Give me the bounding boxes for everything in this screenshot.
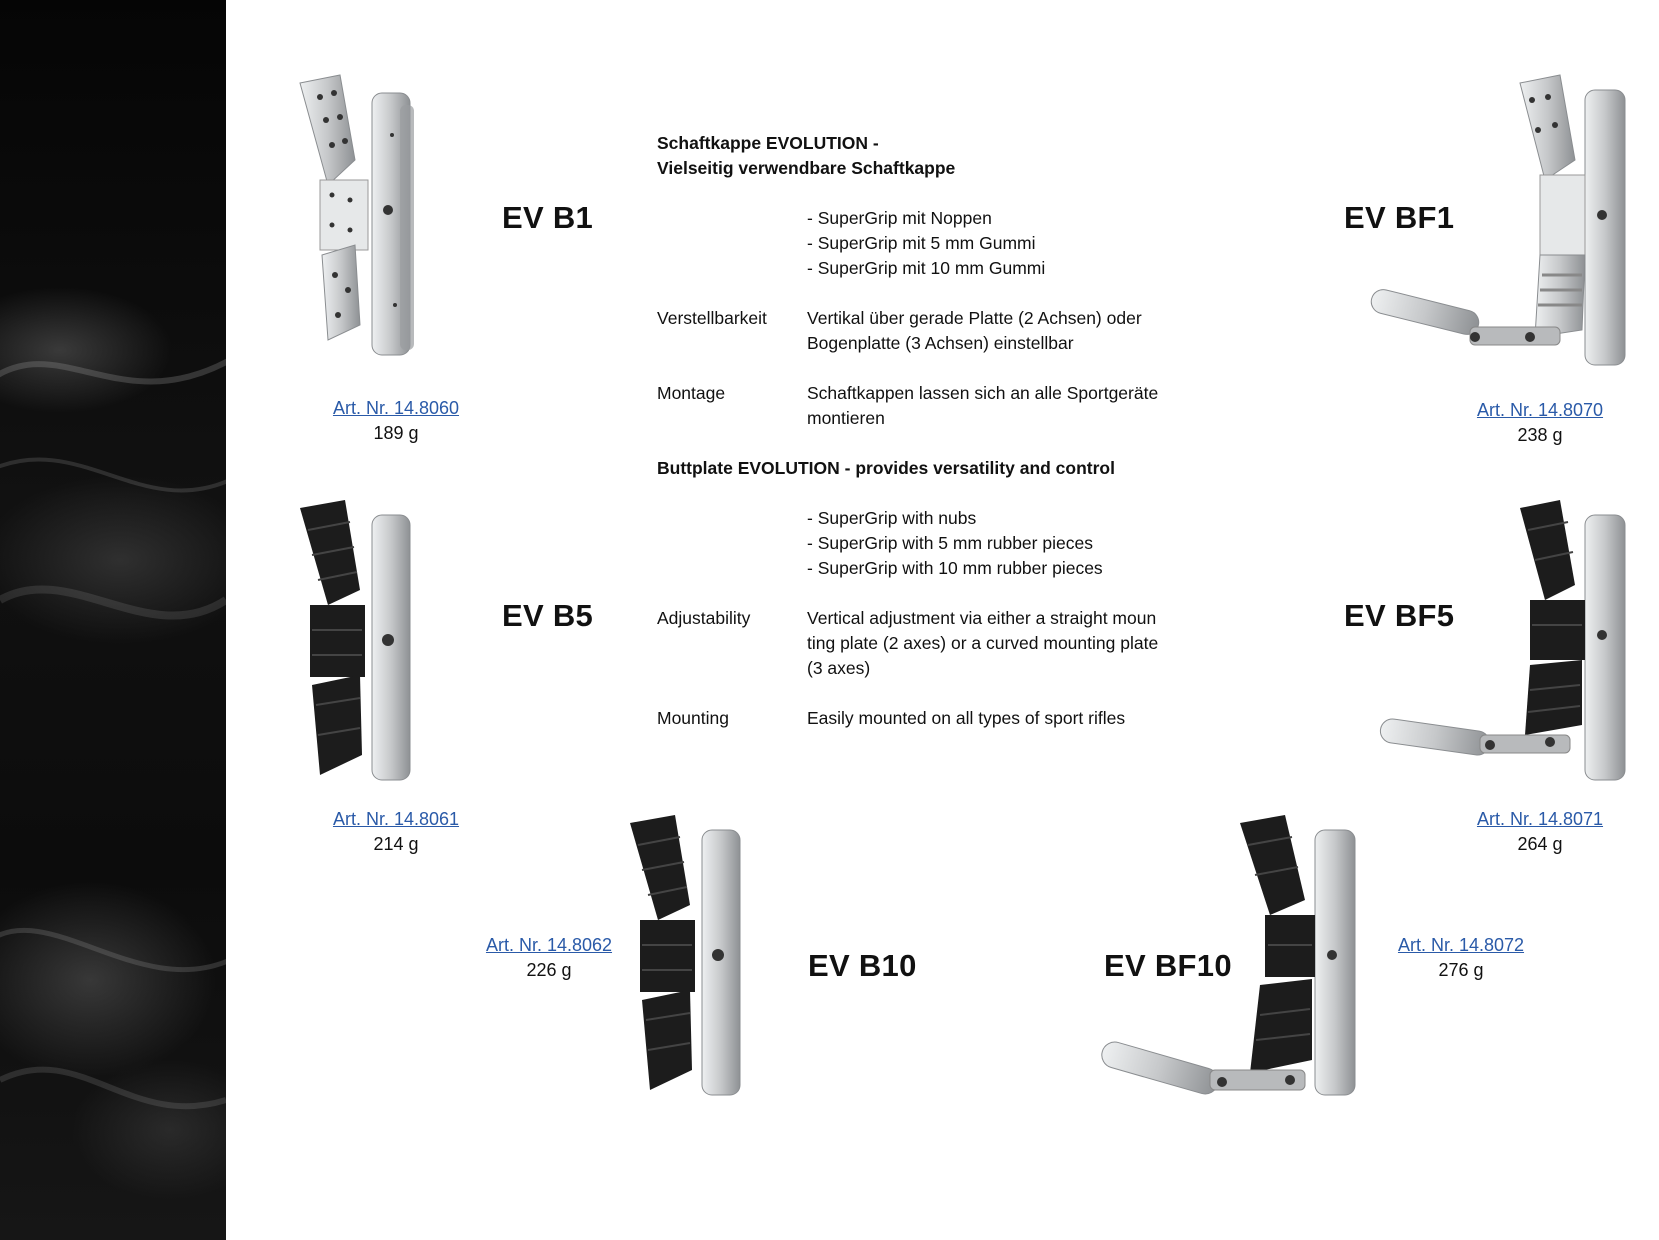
- english-adjust-text: ting plate (2 axes) or a curved mounting plate: [807, 633, 1159, 653]
- buttplate-b1-image: [300, 75, 450, 365]
- model-ev-bf5: EV BF5: [1344, 598, 1455, 633]
- english-feature: - SuperGrip with nubs: [807, 508, 977, 528]
- german-mount-text: Schaftkappen lassen sich an alle Sportgeräte: [807, 383, 1159, 403]
- german-title-line2: Vielseitig verwendbare Schaftkappe: [657, 158, 956, 178]
- article-number-link[interactable]: Art. Nr. 14.8070: [1476, 400, 1604, 420]
- model-ev-b1: EV B1: [502, 200, 594, 235]
- article-number-link[interactable]: Art. Nr. 14.8062: [485, 935, 613, 955]
- buttplate-bf5-image: [1370, 500, 1659, 800]
- english-title: Buttplate EVOLUTION - provides versatility and control: [657, 458, 1115, 478]
- weight: 264 g: [1517, 834, 1563, 854]
- german-mount-label: Montage: [657, 383, 726, 403]
- article-bf5: [1464, 807, 1616, 857]
- product-description: [657, 131, 1217, 731]
- english-mount-label: Mounting: [657, 708, 729, 728]
- weight: 238 g: [1517, 425, 1563, 445]
- english-adjust-text: Vertical adjustment via either a straight moun: [807, 608, 1157, 628]
- german-feature: - SuperGrip mit 10 mm Gummi: [807, 258, 1046, 278]
- article-number-link[interactable]: Art. Nr. 14.8072: [1397, 935, 1525, 955]
- german-title-line1: Schaftkappe EVOLUTION -: [657, 133, 879, 153]
- article-bf1: [1464, 398, 1616, 448]
- model-ev-b5: EV B5: [502, 598, 594, 633]
- article-b10: [473, 933, 625, 983]
- weight: 189 g: [373, 423, 419, 443]
- english-feature: - SuperGrip with 5 mm rubber pieces: [807, 533, 1093, 553]
- german-mount-text: montieren: [807, 408, 885, 428]
- weight: 226 g: [526, 960, 572, 980]
- article-number-link[interactable]: Art. Nr. 14.8071: [1476, 809, 1604, 829]
- article-b1: [320, 396, 472, 446]
- buttplate-b5-image: [300, 500, 450, 790]
- article-bf10: [1385, 933, 1537, 983]
- english-adjust-label: Adjustability: [657, 608, 751, 628]
- weight: 214 g: [373, 834, 419, 854]
- model-ev-bf10: EV BF10: [1104, 948, 1232, 983]
- english-mount-text: Easily mounted on all types of sport rifles: [807, 708, 1126, 728]
- german-adjust-label: Verstellbarkeit: [657, 308, 767, 328]
- article-b5: [320, 807, 472, 857]
- weight: 276 g: [1438, 960, 1484, 980]
- article-number-link[interactable]: Art. Nr. 14.8060: [332, 398, 460, 418]
- german-adjust-text: Vertikal über gerade Platte (2 Achsen) oder: [807, 308, 1142, 328]
- english-feature: - SuperGrip with 10 mm rubber pieces: [807, 558, 1103, 578]
- buttplate-b10-image: [630, 815, 780, 1105]
- article-number-link[interactable]: Art. Nr. 14.8061: [332, 809, 460, 829]
- german-adjust-text: Bogenplatte (3 Achsen) einstellbar: [807, 333, 1074, 353]
- english-adjust-text: (3 axes): [807, 658, 871, 678]
- model-ev-b10: EV B10: [808, 948, 917, 983]
- german-feature: - SuperGrip mit 5 mm Gummi: [807, 233, 1036, 253]
- model-ev-bf1: EV BF1: [1344, 200, 1455, 235]
- german-feature: - SuperGrip mit Noppen: [807, 208, 992, 228]
- smoke-background-strip: [0, 0, 226, 1240]
